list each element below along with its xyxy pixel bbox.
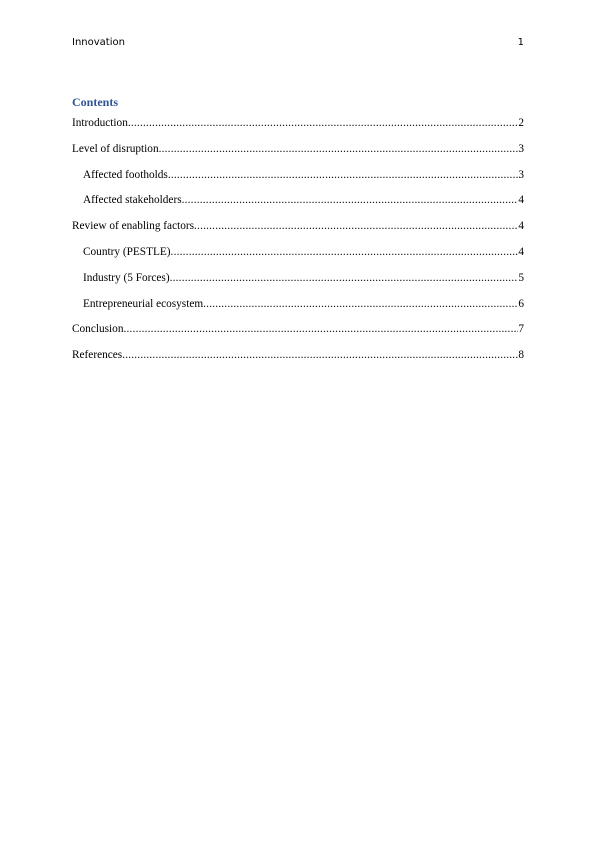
header-title: Innovation — [72, 37, 125, 48]
toc-entry-industry-5-forces[interactable] — [72, 271, 524, 286]
toc-dot-leader — [203, 297, 518, 312]
toc-entry-text: Industry (5 Forces) — [83, 271, 170, 284]
toc-entry-affected-footholds[interactable] — [72, 168, 524, 183]
page-header — [72, 36, 524, 50]
toc-dot-leader — [194, 219, 518, 234]
toc-dot-leader — [159, 142, 519, 157]
toc-entry-text: Entrepreneurial ecosystem — [83, 297, 204, 310]
toc-entry-page: 4 — [518, 194, 524, 207]
toc-entry-level-of-disruption[interactable] — [72, 142, 524, 157]
toc-entry-page: 4 — [518, 245, 524, 258]
toc-entry-page: 3 — [518, 142, 524, 155]
toc-entry-country-pestle[interactable] — [72, 245, 524, 260]
toc-entry-entrepreneurial-ecosystem[interactable] — [72, 297, 524, 312]
toc-entry-introduction[interactable] — [72, 116, 524, 131]
toc-entry-text: References — [72, 349, 123, 362]
toc-entry-page: 3 — [518, 168, 524, 181]
toc-dot-leader — [122, 348, 518, 363]
toc-entry-conclusion[interactable] — [72, 322, 524, 337]
toc-entry-text: Conclusion — [72, 323, 124, 336]
toc-entry-text: Affected stakeholders — [83, 194, 182, 207]
toc-dot-leader — [128, 116, 518, 131]
toc-entry-text: Review of enabling factors — [72, 220, 195, 233]
toc-entry-page: 8 — [518, 349, 524, 362]
toc-dot-leader — [171, 245, 519, 260]
toc-entry-review-of-enabling-factors[interactable] — [72, 219, 524, 234]
toc-entry-page: 5 — [518, 271, 524, 284]
toc-dot-leader — [170, 271, 519, 286]
toc-list — [72, 116, 524, 363]
toc-dot-leader — [123, 322, 518, 337]
toc-entry-text: Introduction — [72, 117, 128, 129]
toc-entry-page: 2 — [518, 117, 524, 129]
toc-entry-page: 7 — [518, 323, 524, 336]
toc-entry-references[interactable] — [72, 348, 524, 363]
toc-entry-page: 6 — [518, 297, 524, 310]
toc-entry-text: Level of disruption — [72, 142, 159, 155]
toc-entry-text: Country (PESTLE) — [83, 245, 171, 258]
table-of-contents — [72, 94, 524, 374]
toc-dot-leader — [168, 168, 519, 183]
header-page-number: 1 — [517, 37, 524, 48]
toc-entry-page: 4 — [518, 220, 524, 233]
toc-entry-affected-stakeholders[interactable] — [72, 193, 524, 208]
toc-heading: Contents — [72, 95, 119, 109]
toc-dot-leader — [182, 193, 519, 208]
toc-entry-text: Affected footholds — [83, 168, 168, 181]
